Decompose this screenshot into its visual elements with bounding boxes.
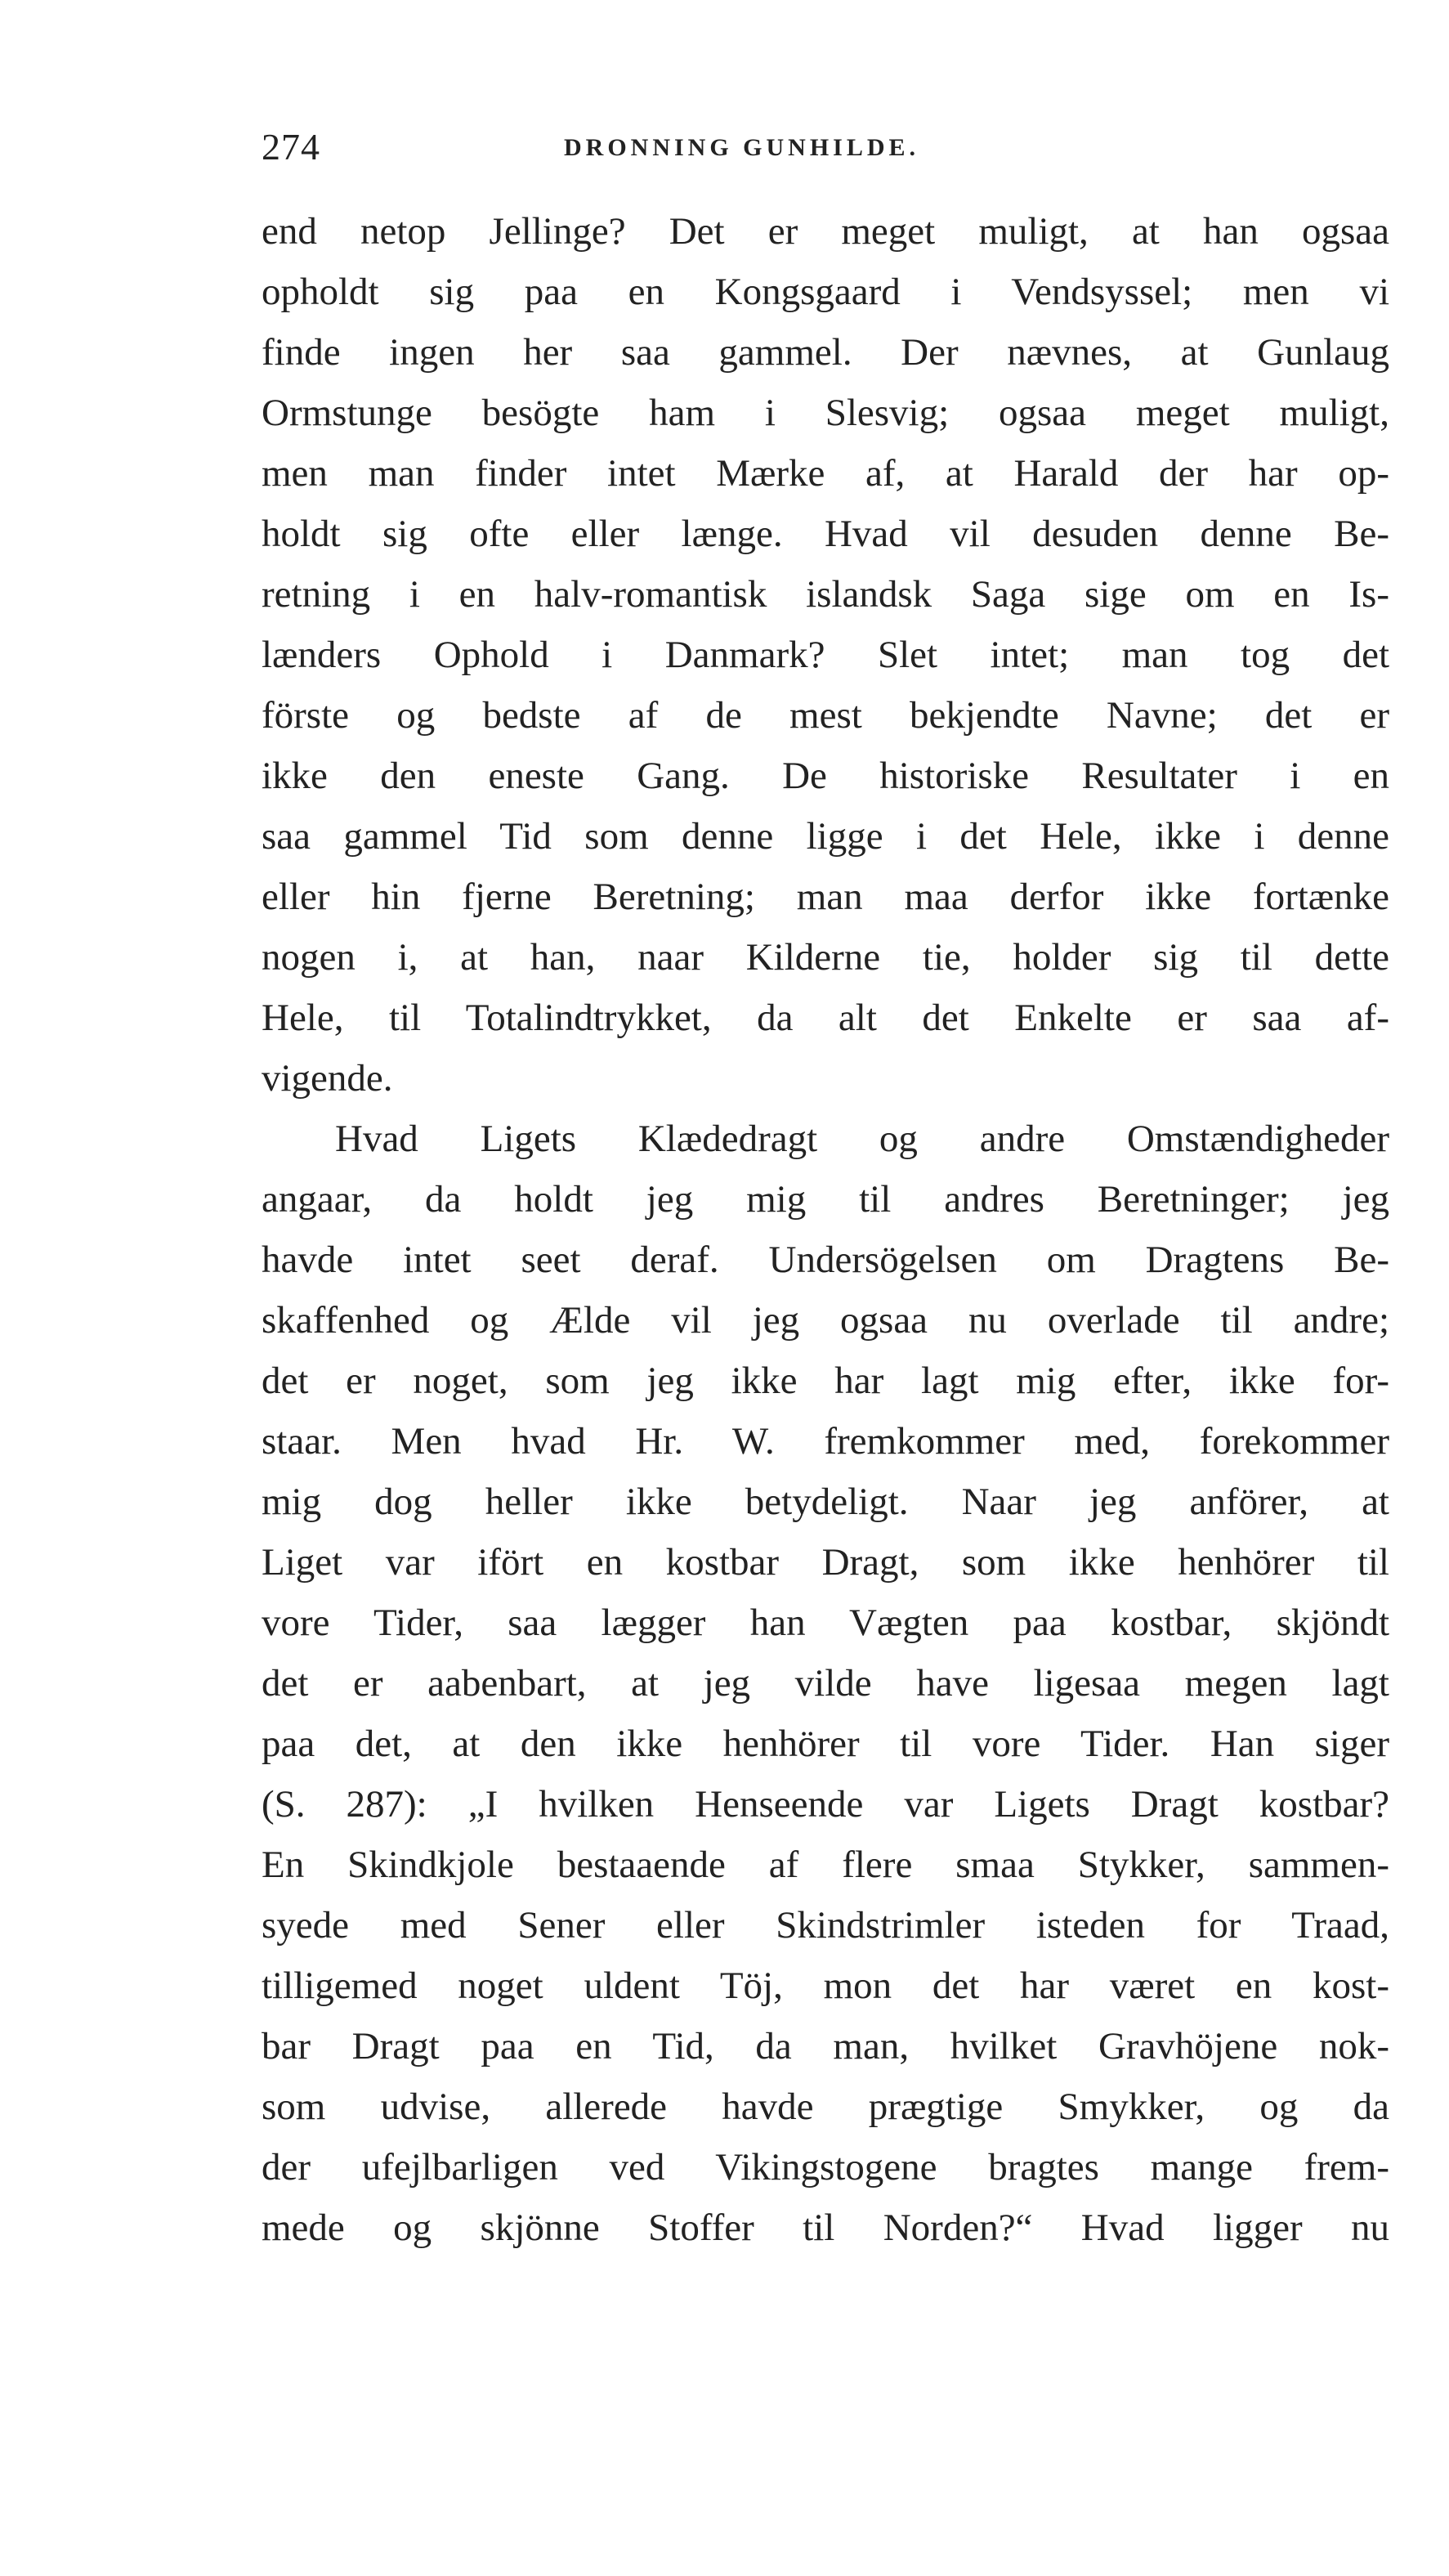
text-line: syede med Sener eller Skindstrimler isteden for Traad, bbox=[262, 1904, 1389, 1947]
text-line: mig dog heller ikke betydeligt. Naar jeg anförer, at bbox=[262, 1481, 1389, 1523]
text-line: tilligemed noget uldent Töj, mon det har været en kost- bbox=[262, 1964, 1389, 2007]
text-line: holdt sig ofte eller længe. Hvad vil desuden denne Be- bbox=[262, 513, 1389, 555]
text-line: paa det, at den ikke henhörer til vore Tider. Han siger bbox=[262, 1723, 1389, 1765]
text-line: Hvad Ligets Klædedragt og andre Omstændigheder bbox=[335, 1118, 1389, 1160]
text-line: skaffenhed og Ælde vil jeg ogsaa nu overlade til andre; bbox=[262, 1299, 1389, 1342]
text-line: ikke den eneste Gang. De historiske Resultater i en bbox=[262, 755, 1389, 797]
text-line: mede og skjönne Stoffer til Norden?“ Hvad ligger nu bbox=[262, 2206, 1389, 2249]
text-line: eller hin fjerne Beretning; man maa derfor ikke fortænke bbox=[262, 876, 1389, 918]
text-line: saa gammel Tid som denne ligge i det Hele, ikke i denne bbox=[262, 815, 1389, 858]
page-number: 274 bbox=[262, 126, 320, 168]
running-head-title: DRONNING GUNHILDE. bbox=[564, 134, 920, 161]
text-line: vore Tider, saa lægger han Vægten paa kostbar, skjöndt bbox=[262, 1602, 1389, 1644]
running-head bbox=[262, 123, 1389, 172]
text-line: (S. 287): „I hvilken Henseende var Ligets Dragt kostbar? bbox=[262, 1783, 1389, 1826]
text-line: lænders Ophold i Danmark? Slet intet; man tog det bbox=[262, 634, 1389, 676]
text-line: vigende. bbox=[262, 1057, 393, 1100]
text-line: Liget var ifört en kostbar Dragt, som ikke henhörer til bbox=[262, 1541, 1389, 1584]
text-line: der ufejlbarligen ved Vikingstogene bragtes mange frem- bbox=[262, 2146, 1389, 2188]
text-line: det er aabenbart, at jeg vilde have ligesaa megen lagt bbox=[262, 1662, 1389, 1705]
text-line: Ormstunge besögte ham i Slesvig; ogsaa meget muligt, bbox=[262, 392, 1389, 434]
text-line: retning i en halv-romantisk islandsk Saga sige om en Is- bbox=[262, 573, 1389, 616]
text-line: finde ingen her saa gammel. Der nævnes, at Gunlaug bbox=[262, 331, 1389, 374]
text-line: opholdt sig paa en Kongsgaard i Vendsyssel; men vi bbox=[262, 271, 1389, 313]
text-line: angaar, da holdt jeg mig til andres Beretninger; jeg bbox=[262, 1178, 1389, 1221]
body-text bbox=[262, 201, 1389, 2258]
text-line: staar. Men hvad Hr. W. fremkommer med, forekommer bbox=[262, 1420, 1389, 1463]
text-line: som udvise, allerede havde prægtige Smykker, og da bbox=[262, 2085, 1389, 2128]
text-line: men man finder intet Mærke af, at Harald der har op- bbox=[262, 452, 1389, 495]
text-line: havde intet seet deraf. Undersögelsen om Dragtens Be- bbox=[262, 1239, 1389, 1281]
text-line: En Skindkjole bestaaende af flere smaa Stykker, sammen- bbox=[262, 1844, 1389, 1886]
paragraph bbox=[262, 201, 1389, 1109]
text-line: nogen i, at han, naar Kilderne tie, holder sig til dette bbox=[262, 936, 1389, 979]
paragraph bbox=[262, 1109, 1389, 2258]
text-line: förste og bedste af de mest bekjendte Navne; det er bbox=[262, 694, 1389, 737]
text-line: Hele, til Totalindtrykket, da alt det Enkelte er saa af- bbox=[262, 997, 1389, 1039]
text-line: bar Dragt paa en Tid, da man, hvilket Gravhöjene nok- bbox=[262, 2025, 1389, 2068]
text-line: end netop Jellinge? Det er meget muligt, at han ogsaa bbox=[262, 210, 1389, 253]
text-line: det er noget, som jeg ikke har lagt mig efter, ikke for- bbox=[262, 1360, 1389, 1402]
